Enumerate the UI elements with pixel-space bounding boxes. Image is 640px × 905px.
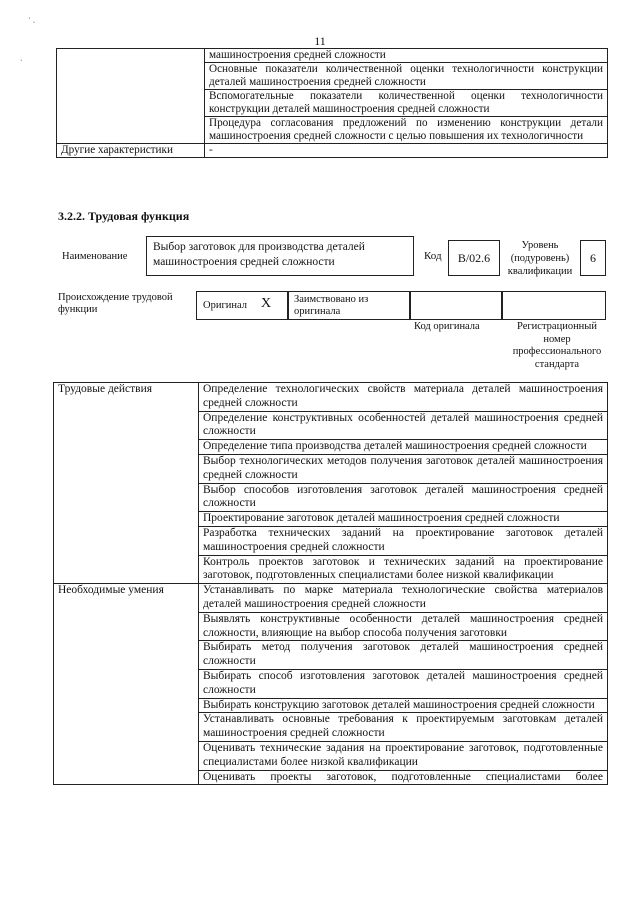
scan-speck: · ˏ	[28, 14, 36, 23]
labor-actions-label: Трудовые действия	[54, 383, 199, 584]
function-name-value: Выбор заготовок для производства деталей машиностроения средней сложности	[146, 236, 414, 276]
origin-row	[196, 291, 606, 320]
skill-item: Оценивать технические задания на проектирование заготовок, подготовленные специалистами более низкой квалификации	[199, 741, 608, 770]
registration-number-label: Регистрационный номер профессионального стандарта	[512, 321, 602, 370]
characteristic-item: машиностроения средней сложности	[205, 49, 608, 63]
original-code-label: Код оригинала	[414, 321, 480, 332]
name-label: Наименование	[62, 251, 128, 262]
skill-item: Устанавливать по марке материала технологические свойства материалов деталей машиностроения средней сложности	[199, 584, 608, 613]
original-code-cell	[410, 291, 502, 320]
labor-action-item: Определение технологических свойств материала деталей машиностроения средней сложности	[199, 383, 608, 412]
skill-item: Выбирать конструкцию заготовок деталей машиностроения средней сложности	[199, 698, 608, 713]
skill-item: Выбирать метод получения заготовок деталей машиностроения средней сложности	[199, 641, 608, 670]
function-code-value: B/02.6	[448, 240, 500, 276]
skill-item: Устанавливать основные требования к проектируемым заготовкам деталей машиностроения средней сложности	[199, 713, 608, 742]
characteristics-left-cell	[57, 49, 205, 144]
code-label: Код	[424, 250, 442, 262]
page-number: 11	[314, 34, 326, 48]
skill-item: Выбирать способ изготовления заготовок деталей машиностроения средней сложности	[199, 669, 608, 698]
characteristic-item: Процедура согласования предложений по изменению конструкции детали машиностроения средней сложности с целью повышения их технологичности	[205, 117, 608, 144]
characteristic-item: Основные показатели количественной оценки технологичности конструкции деталей машиностроения средней сложности	[205, 63, 608, 90]
qualification-level-label: Уровень (подуровень) квалификации	[507, 240, 573, 277]
section-title: 3.2.2. Трудовая функция	[58, 209, 190, 223]
borrowed-label: Заимствовано из оригинала	[288, 291, 410, 320]
labor-action-item: Определение типа производства деталей машиностроения средней сложности	[199, 440, 608, 455]
skill-item: Выявлять конструктивные особенности деталей машиностроения средней сложности, влияющие на выбор способа получения заготовки	[199, 612, 608, 641]
other-characteristics-label: Другие характеристики	[57, 144, 205, 158]
skill-item: Оценивать проекты заготовок, подготовленные специалистами более	[199, 770, 608, 785]
original-cell	[196, 291, 288, 320]
labor-function-table	[53, 382, 608, 785]
labor-action-item: Контроль проектов заготовок и технических заданий на проектирование заготовок, подготовленных специалистами более низкой квалификации	[199, 555, 608, 584]
labor-action-item: Разработка технических заданий на проектирование заготовок деталей машиностроения средней сложности	[199, 526, 608, 555]
characteristic-item: Вспомогательные показатели количественной оценки технологичности конструкции деталей машиностроения средней сложности	[205, 90, 608, 117]
origin-label: Происхождение трудовой функции	[58, 292, 173, 315]
original-label: Оригинал	[203, 300, 247, 311]
registration-number-cell	[502, 291, 606, 320]
labor-action-item: Проектирование заготовок деталей машиностроения средней сложности	[199, 512, 608, 527]
scan-speck: ˏ	[20, 52, 23, 61]
other-characteristics-value: -	[205, 144, 608, 158]
labor-action-item: Выбор технологических методов получения заготовок деталей машиностроения средней сложности	[199, 454, 608, 483]
characteristics-table	[56, 48, 608, 158]
labor-action-item: Выбор способов изготовления заготовок деталей машиностроения средней сложности	[199, 483, 608, 512]
skills-label: Необходимые умения	[54, 584, 199, 785]
qualification-level-value: 6	[580, 240, 606, 276]
original-mark: X	[261, 296, 272, 311]
labor-action-item: Определение конструктивных особенностей деталей машиностроения средней сложности	[199, 411, 608, 440]
